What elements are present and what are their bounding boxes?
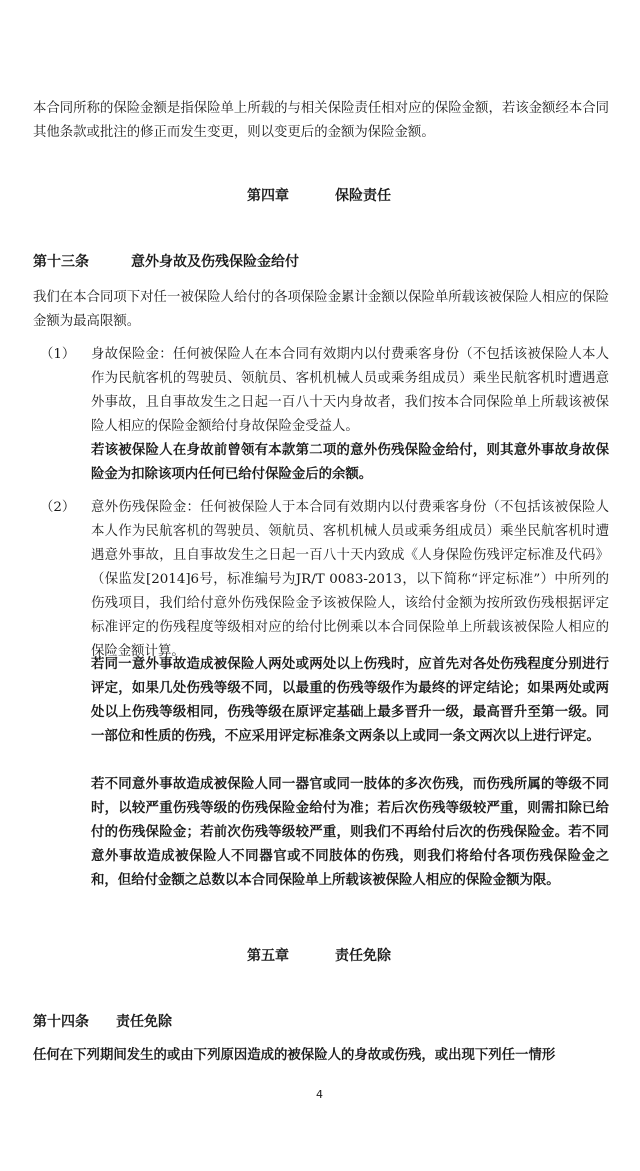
- page-number: 4: [316, 1088, 323, 1101]
- chapter-4-number: 第四章: [247, 188, 289, 204]
- item-1-text: 身故保险金：任何被保险人在本合同有效期内以付费乘客身份（不包括该被保险人本人作为民航客机的驾驶员、领航员、客机机械人员或乘务组成员）乘坐民航客机时遭遇意外事故，且自事故发生之日起一百八十天内身故者，我们按本合同保险单上所载该被保险人相应的保险金额给付身故保险金受益人。: [91, 347, 609, 434]
- chapter-5-title: 责任免除: [335, 948, 391, 964]
- article-14-title: 责任免除: [116, 1014, 172, 1030]
- item-2-note-1: 若同一意外事故造成被保险人两处或两处以上伤残时，应首先对各处伤残程度分别进行评定，如果几处伤残等级不同，以最重的伤残等级作为最终的评定结论；如果两处或两处以上伤残等级相同，伤残等级在原评定基础上最多晋升一级，最高晋升至第一级。同一部位和性质的伤残，不应采用评定标准条文两条以上或同一条文两次以上进行评定。: [91, 656, 609, 744]
- chapter-5-number: 第五章: [247, 948, 289, 964]
- item-2-marker: （2）: [40, 500, 76, 515]
- item-2-text: 意外伤残保险金：任何被保险人于本合同有效期内以付费乘客身份（不包括该被保险人本人作为民航客机的驾驶员、领航员、客机机械人员或乘务组成员）乘坐民航客机时遭遇意外事故，且自事故发生之日起一百八十天内致成《人身保险伤残评定标准及代码》（保监发[2014]6号，标准编号为JR/T 0083-2013，以下简称“评定标准”）中所列的伤残项目，我们给付意外伤残保险金予该被保险人，该给付金额为按所致伤残根据评定标准评定的伤残程度等级相对应的给付比例乘以本合同保险单上所载该被保险人相应的保险金额计算。: [91, 500, 609, 659]
- article-14-number: 第十四条: [33, 1014, 89, 1030]
- article-13-number: 第十三条: [33, 254, 89, 270]
- chapter-4-title: 保险责任: [335, 188, 391, 204]
- article-14-intro: 任何在下列期间发生的或由下列原因造成的被保险人的身故或伤残，或出现下列任一情形: [33, 1047, 556, 1063]
- article-13-title: 意外身故及伤残保险金给付: [131, 254, 299, 270]
- article-13-intro: 我们在本合同项下对任一被保险人给付的各项保险金累计金额以保险单所载该被保险人相应的保险金额为最高限额。: [33, 290, 609, 329]
- item-2-note-2: 若不同意外事故造成被保险人同一器官或同一肢体的多次伤残，而伤残所属的等级不同时，以较严重伤残等级的伤残保险金给付为准；若后次伤残等级较严重，则需扣除已给付的伤残保险金；若前次伤残等级较严重，则我们不再给付后次的伤残保险金。若不同意外事故造成被保险人不同器官或不同肢体的伤残，则我们将给付各项伤残保险金之和，但给付金额之总数以本合同保险单上所载该被保险人相应的保险金额为限。: [91, 776, 609, 888]
- item-1-note: 若该被保险人在身故前曾领有本款第二项的意外伤残保险金给付，则其意外事故身故保险金为扣除该项内任何已给付保险金后的余额。: [91, 442, 609, 482]
- intro-paragraph: 本合同所称的保险金额是指保险单上所载的与相关保险责任相对应的保险金额，若该金额经本合同其他条款或批注的修正而发生变更，则以变更后的金额为保险金额。: [33, 101, 609, 140]
- item-1-marker: （1）: [40, 347, 76, 362]
